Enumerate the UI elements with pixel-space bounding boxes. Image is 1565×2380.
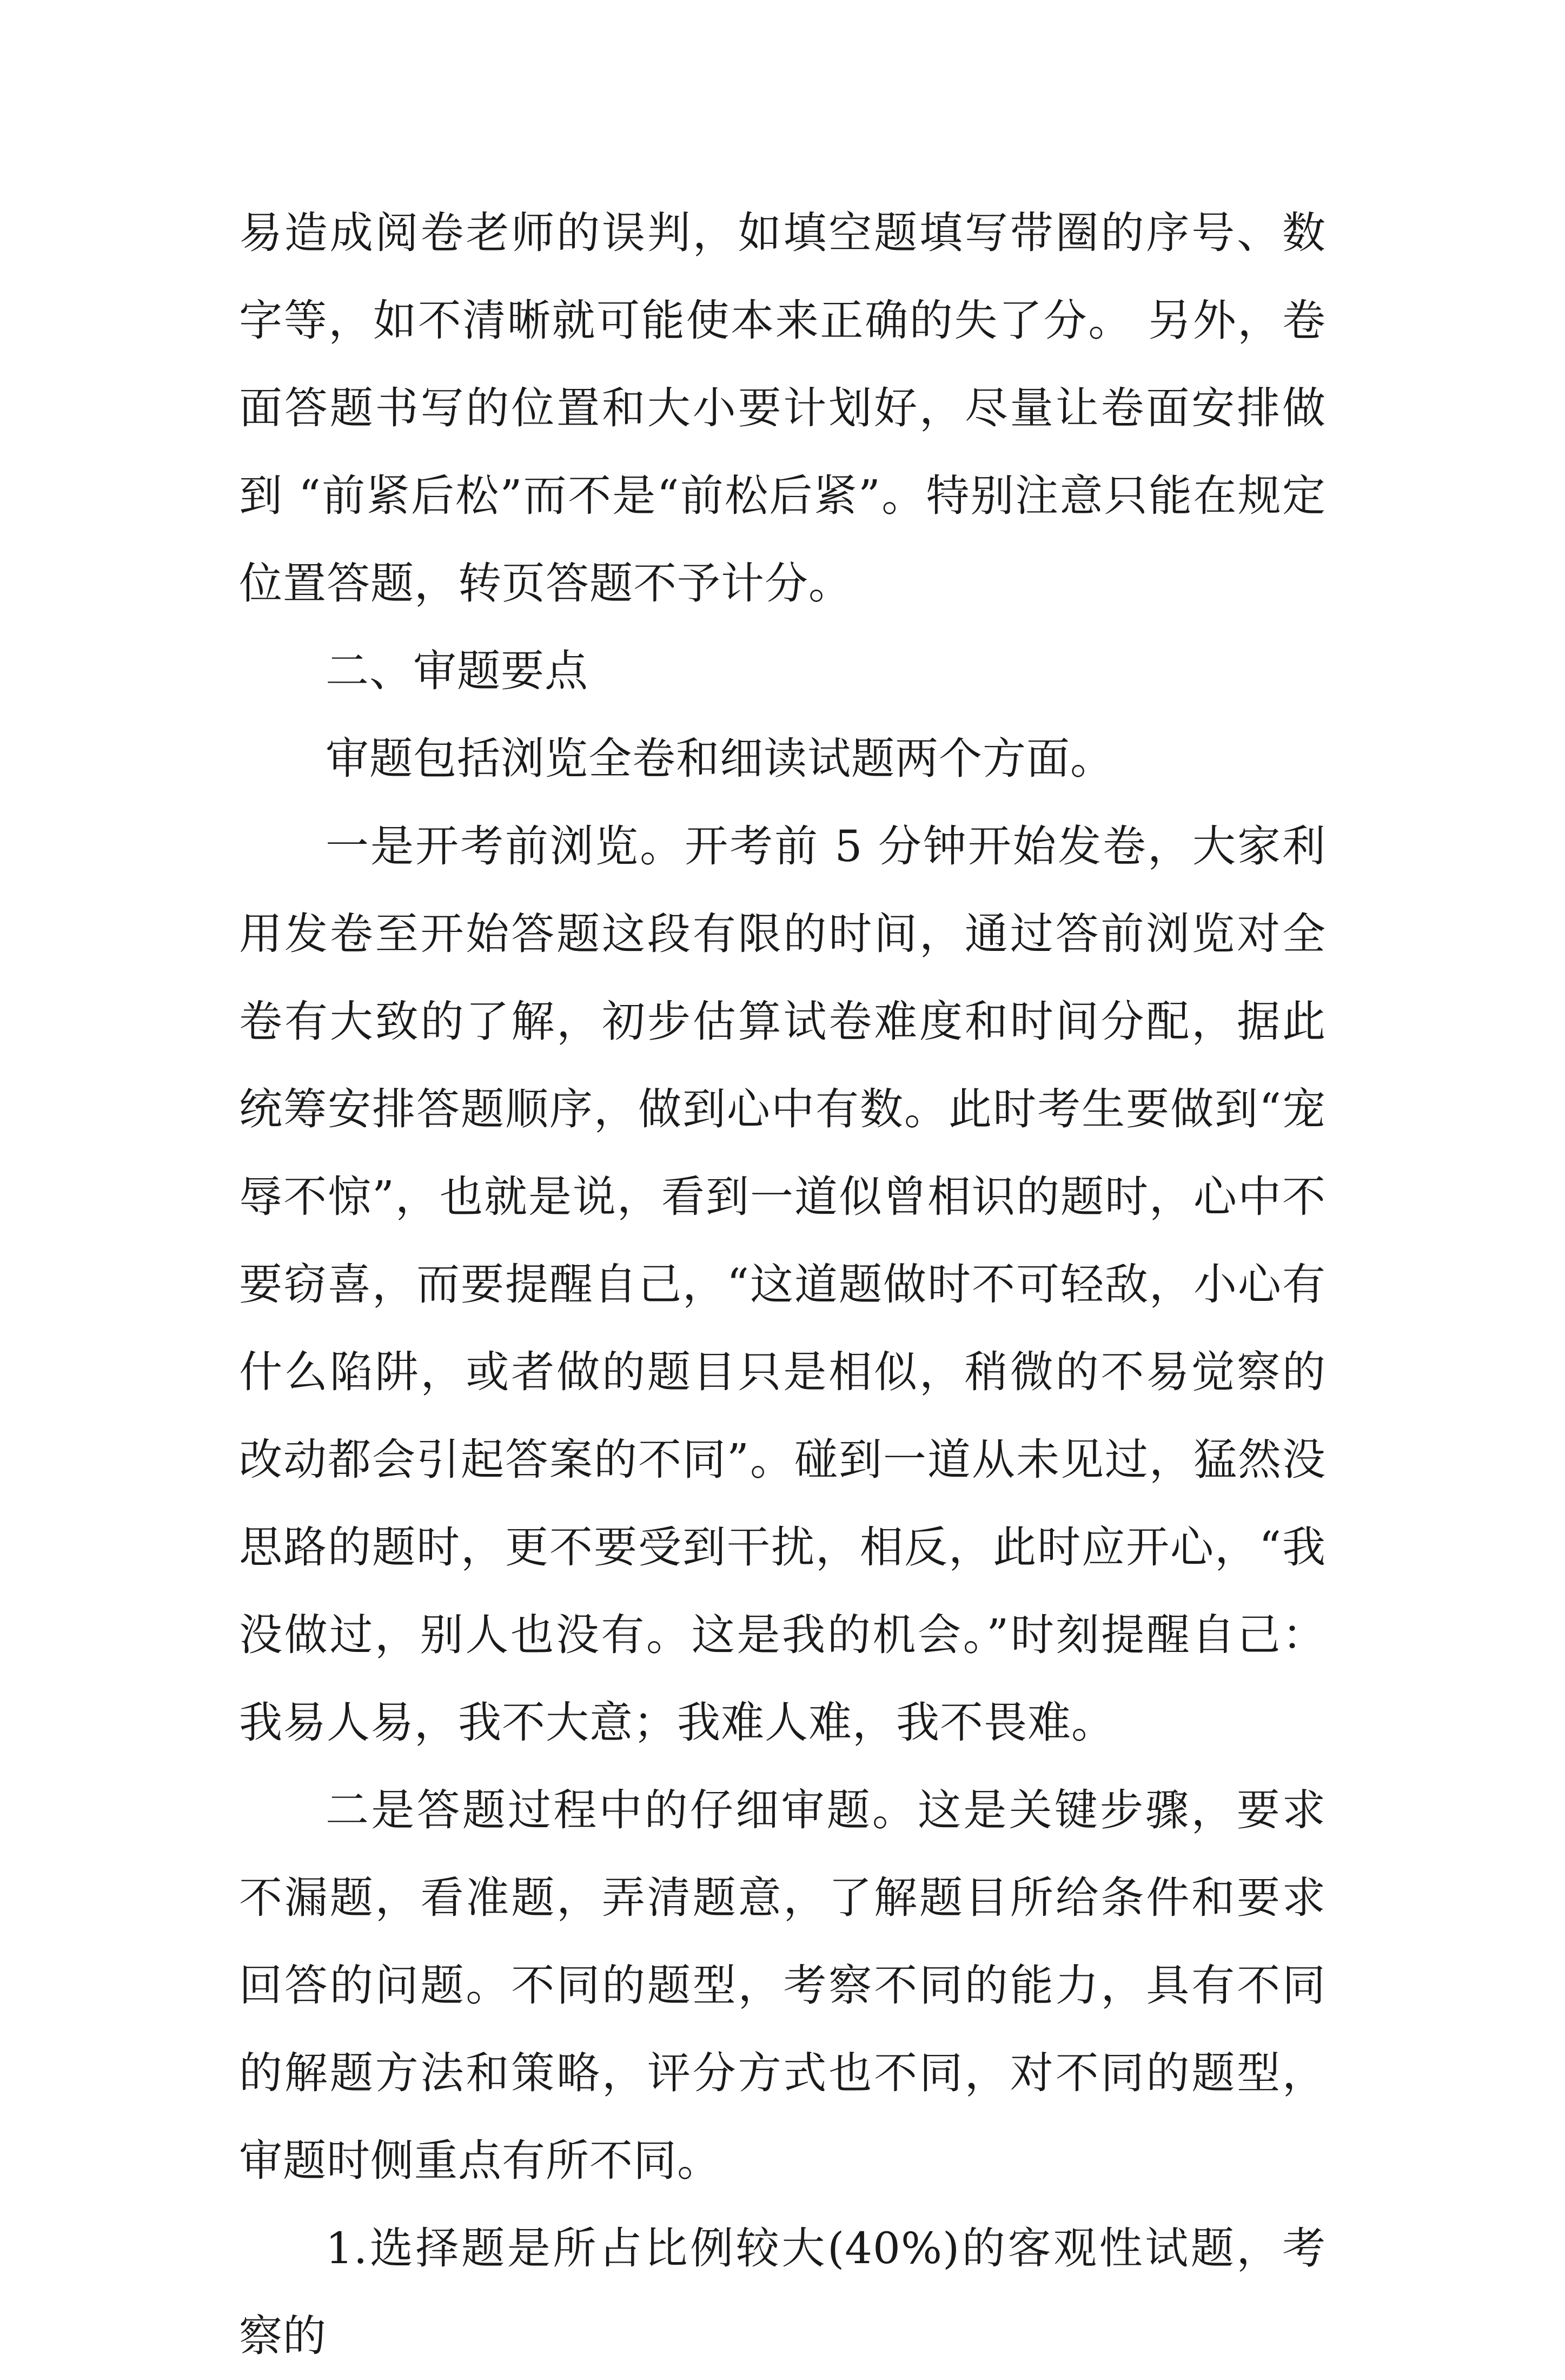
body-text bbox=[239, 189, 1326, 2380]
section-heading: 二、审题要点 bbox=[326, 646, 588, 696]
paragraph-continuation: 易造成阅卷老师的误判，如填空题填写带圈的序号、数字等，如不清晰就可能使本来正确的失了分。 另外，卷面答题书写的位置和大小要计划好，尽量让卷面安排做到 “前紧后松”而不是“前松后紧”。特别注意只能在规定位置答题，转页答题不予计分。 bbox=[239, 208, 1326, 609]
paragraph-intro: 审题包括浏览全卷和细读试题两个方面。 bbox=[326, 733, 1114, 784]
paragraph-careful-reading: 二是答题过程中的仔细审题。这是关键步骤，要求不漏题，看准题，弄清题意，了解题目所给条件和要求回答的问题。不同的题型，考察不同的能力，具有不同的解题方法和策略，评分方式也不同，对不同的题型，审题时侧重点有所不同。 bbox=[239, 1785, 1326, 2186]
paragraph-choice-questions: 1.选择题是所占比例较大(40%)的客观性试题，考察的 bbox=[239, 2223, 1326, 2361]
paragraph-preview: 一是开考前浏览。开考前 5 分钟开始发卷，大家利用发卷至开始答题这段有限的时间，通过答前浏览对全卷有大致的了解，初步估算试卷难度和时间分配，据此统筹安排答题顺序，做到心中有数。此时考生要做到“宠辱不惊”，也就是说，看到一道似曾相识的题时，心中不要窃喜，而要提醒自己，“这道题做时不可轻敌，小心有什么陷阱，或者做的题目只是相似，稍微的不易觉察的改动都会引起答案的不同”。碰到一道从未见过，猛然没思路的题时，更不要受到干扰，相反，此时应开心，“我没做过，别人也没有。这是我的机会。”时刻提醒自己：我易人易，我不大意；我难人难，我不畏难。 bbox=[239, 821, 1326, 1748]
